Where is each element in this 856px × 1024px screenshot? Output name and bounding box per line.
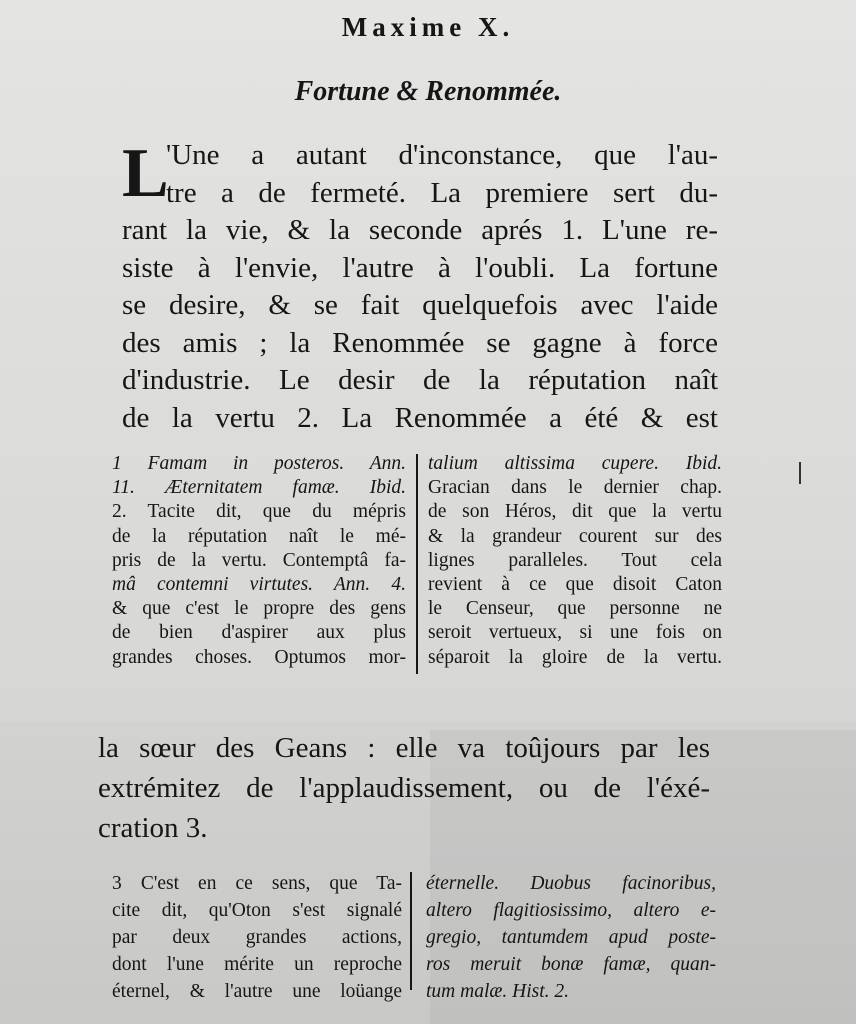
footnotes-block-2 (112, 870, 716, 1005)
drop-cap: L (122, 135, 169, 212)
footnote-line: de bien d'aspirer aux plus (112, 622, 406, 644)
main-text-line: siste à l'envie, l'autre à l'oubli. La fortune (122, 251, 718, 284)
main-text-line: 'Une a autant d'inconstance, que l'au- (166, 139, 718, 171)
footnote-line: tum malæ. Hist. 2. (426, 981, 570, 1002)
footnote-column-left (112, 870, 402, 1005)
footnote-column-left (112, 452, 406, 670)
footnote-line: talium altissima cupere. Ibid. (428, 453, 722, 474)
footnote-line: & la grandeur courent sur des (428, 525, 722, 547)
continuation-text-block (98, 728, 710, 848)
continuation-line: extrémitez de l'applaudissement, ou de l'éxé- (98, 772, 710, 804)
footnote-line: par deux grandes actions, (112, 927, 402, 948)
footnote-column-right (426, 870, 716, 1005)
footnote-line: gregio, tantumdem apud poste- (426, 927, 716, 948)
continuation-line: cration 3. (98, 812, 208, 844)
footnote-line: lignes paralleles. Tout cela (428, 549, 722, 571)
footnote-line: cite dit, qu'Oton s'est signalé (112, 900, 402, 921)
footnote-line: altero flagitiosissimo, altero e- (426, 900, 716, 921)
footnotes-block-1 (112, 452, 722, 670)
footnote-line: de son Héros, dit que la vertu (428, 501, 722, 523)
main-text-block (122, 137, 718, 437)
footnote-line: Gracian dans le dernier chap. (428, 477, 722, 499)
continuation-line: la sœur des Geans : elle va toûjours par les (98, 732, 710, 764)
main-text-line: de la vertu 2. La Renommée a été & est (122, 401, 718, 434)
footnote-line: 3 C'est en ce sens, que Ta- (112, 873, 402, 894)
section-title: Fortune & Renommée. (294, 76, 562, 107)
footnote-line: 1 Famam in posteros. Ann. (112, 453, 406, 474)
column-rule (416, 454, 418, 674)
footnote-line: séparoit la gloire de la vertu. (428, 646, 722, 668)
main-text-line: se desire, & se fait quelquefois avec l'aide (122, 289, 718, 321)
footnote-column-right (428, 452, 722, 670)
footnote-line: 11. Æternitatem famæ. Ibid. (112, 477, 406, 499)
column-rule (410, 872, 412, 990)
footnote-line: éternelle. Duobus facinoribus, (426, 873, 716, 894)
main-text-line: d'industrie. Le desir de la réputation naît (122, 364, 718, 396)
footnote-line: 2. Tacite dit, que du mépris (112, 501, 406, 523)
footnote-line: ros meruit bonæ famæ, quan- (426, 954, 716, 975)
footnote-line: éternel, & l'autre une loüange (112, 981, 402, 1002)
main-text-line: des amis ; la Renommée se gagne à force (122, 326, 718, 359)
margin-mark (799, 462, 801, 484)
main-text-line: tre a de fermeté. La premiere sert du- (166, 176, 718, 209)
footnote-line: revient à ce que disoit Caton (428, 573, 722, 595)
footnote-line: dont l'une mérite un reproche (112, 954, 402, 975)
footnote-line: le Censeur, que personne ne (428, 598, 722, 620)
footnote-line: seroit vertueux, si une fois on (428, 622, 722, 644)
footnote-line: grandes choses. Optumos mor- (112, 646, 406, 668)
footnote-line: mâ contemni virtutes. Ann. 4. (112, 573, 406, 595)
footnote-line: pris de la vertu. Contemptâ fa- (112, 549, 406, 571)
footnote-line: & que c'est le propre des gens (112, 598, 406, 620)
running-head: Maxime X. (341, 12, 515, 42)
main-text-line: rant la vie, & la seconde aprés 1. L'une re- (122, 214, 718, 246)
footnote-line: de la réputation naît le mé- (112, 525, 406, 547)
